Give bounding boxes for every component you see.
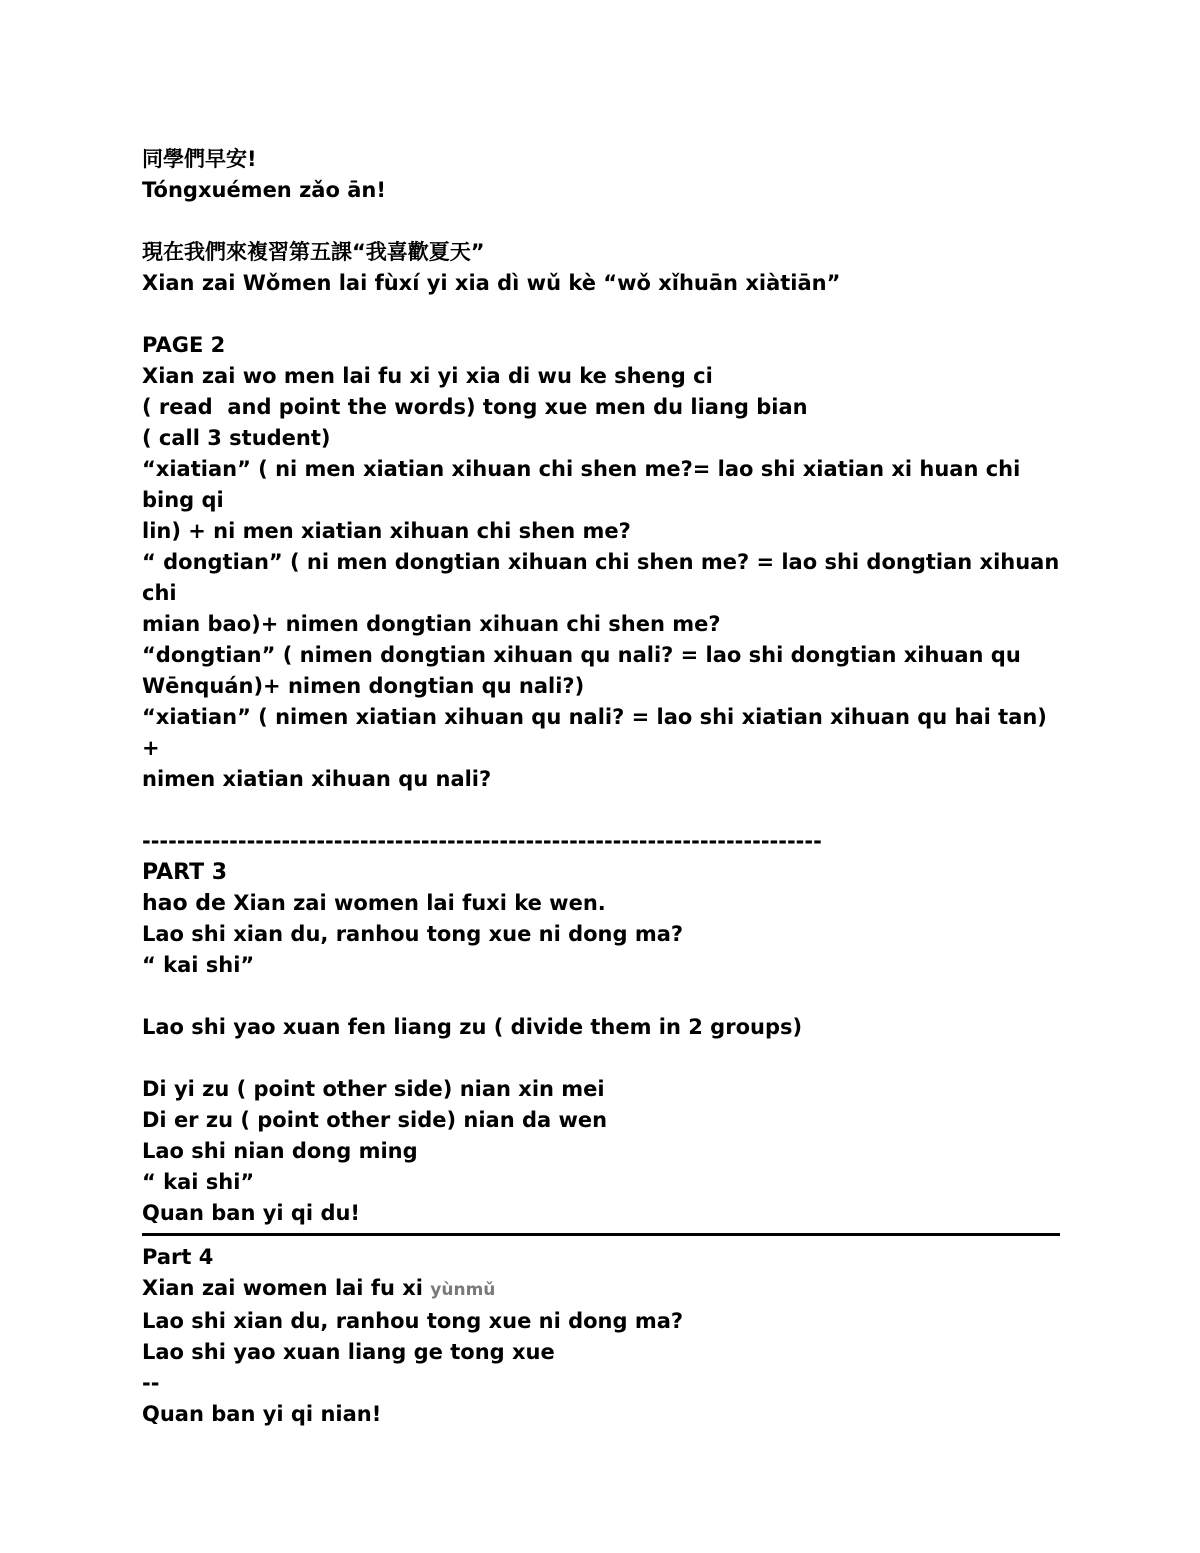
- blank-line: [142, 795, 1060, 826]
- blank-line: [142, 206, 1060, 237]
- part3-intro-line: [142, 888, 1060, 919]
- text-line: Tóngxuémen zǎo ān!: [142, 178, 386, 202]
- document-content: [142, 144, 1067, 1430]
- part3-lines: [142, 919, 1060, 1229]
- text-line: Quan ban yi qi nian!: [142, 1402, 382, 1426]
- hao-de-text: hao de: [142, 891, 226, 916]
- part4-intro-text: Xian zai women lai fu xi: [142, 1276, 431, 1300]
- blank-line: [142, 299, 1060, 330]
- text-line: nimen xiatian xihuan qu nali?: [142, 767, 492, 791]
- part4-lines: [142, 1306, 1060, 1430]
- text-line: lin) + ni men xiatian xihuan chi shen me?: [142, 519, 631, 543]
- text-line: 現在我們來複習第五課“我喜歡夏天”: [142, 240, 485, 264]
- text-line: Xian zai wo men lai fu xi yi xia di wu ke sheng ci: [142, 364, 713, 388]
- text-line: “ dongtian” ( ni men dongtian xihuan chi shen me? = lao shi dongtian xihuan chi: [142, 550, 1067, 605]
- text-line: “dongtian” ( nimen dongtian xihuan qu nali? = lao shi dongtian xihuan qu: [142, 643, 1021, 667]
- yunmu-pinyin: yùnmǔ: [430, 1280, 496, 1300]
- text-line: Quan ban yi qi du!: [142, 1201, 360, 1225]
- text-line: “ kai shi”: [142, 1170, 255, 1194]
- text-line: “xiatian” ( nimen xiatian xihuan qu nali? = lao shi xiatian xihuan qu hai tan) +: [142, 705, 1055, 760]
- greeting-and-part2-block: [142, 144, 1067, 826]
- text-line: 同學們早安!: [142, 147, 257, 171]
- part3-intro-rest: Xian zai women lai fuxi ke wen.: [225, 891, 606, 915]
- part4-intro-line: [142, 1273, 1060, 1306]
- text-line: Xian zai Wǒmen lai fùxí yi xia dì wǔ kè “wǒ xǐhuān xiàtiān”: [142, 271, 841, 295]
- text-line: Wēnquán)+ nimen dongtian qu nali?): [142, 674, 585, 698]
- part4-heading: Part 4: [142, 1245, 214, 1269]
- text-line: Lao shi xian du, ranhou tong xue ni dong ma?: [142, 922, 684, 946]
- dash-separator: ------------------------------------------------------------------------------: [142, 829, 822, 853]
- text-line: ( call 3 student): [142, 426, 331, 450]
- part3-heading: PART 3: [142, 860, 228, 885]
- blank-line: [142, 981, 1060, 1012]
- text-line: mian bao)+ nimen dongtian xihuan chi shen me?: [142, 612, 721, 636]
- text-line: Di yi zu ( point other side) nian xin mei: [142, 1077, 605, 1101]
- text-line: Lao shi yao xuan fen liang zu ( divide them in 2 groups): [142, 1015, 803, 1039]
- text-line: Lao shi nian dong ming: [142, 1139, 418, 1163]
- text-line: ( read and point the words) tong xue men du liang bian: [142, 395, 808, 419]
- horizontal-rule: [142, 1233, 1060, 1236]
- text-line: Di er zu ( point other side) nian da wen: [142, 1108, 608, 1132]
- text-line: Lao shi yao xuan liang ge tong xue: [142, 1340, 555, 1364]
- text-line: PAGE 2: [142, 333, 226, 357]
- text-line: --: [142, 1371, 160, 1395]
- text-line: “xiatian” ( ni men xiatian xihuan chi shen me?= lao shi xiatian xi huan chi bing qi: [142, 457, 1028, 512]
- text-line: “ kai shi”: [142, 953, 255, 977]
- blank-line: [142, 1043, 1060, 1074]
- text-line: Lao shi xian du, ranhou tong xue ni dong ma?: [142, 1309, 684, 1333]
